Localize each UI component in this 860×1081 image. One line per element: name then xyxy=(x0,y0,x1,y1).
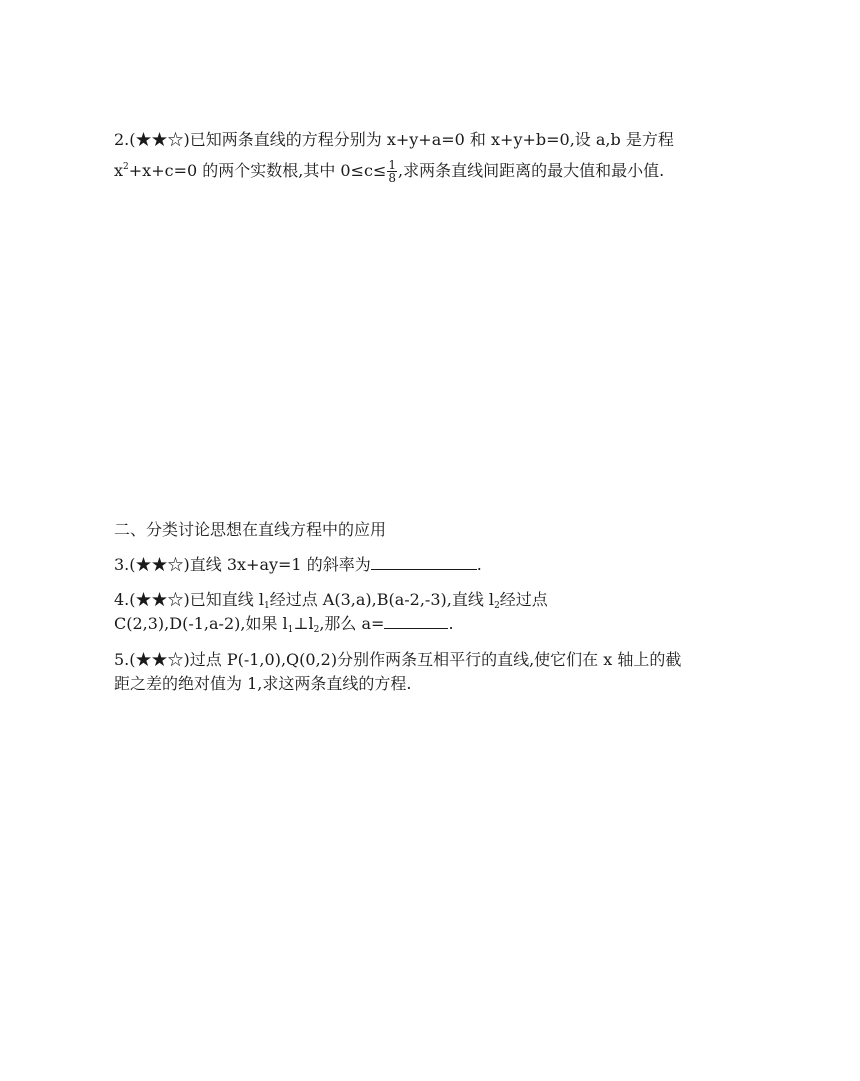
question-2-line-2 xyxy=(114,157,664,184)
subscript: 2 xyxy=(313,625,320,635)
question-3-period: . xyxy=(476,555,482,574)
question-5-line-2 xyxy=(114,674,411,694)
question-2-var-x: x xyxy=(114,161,124,180)
fraction-denominator: 8 xyxy=(388,171,397,185)
question-2-exponent: 2 xyxy=(123,162,129,172)
subscript: 1 xyxy=(287,625,294,635)
subscript: 2 xyxy=(494,601,500,611)
question-2-text-1: 2.(★★☆)已知两条直线的方程分别为 x+y+a=0 和 x+y+b=0,设 a,b 是方程 xyxy=(114,130,674,149)
question-5-line-1 xyxy=(114,650,681,670)
section-heading xyxy=(114,520,386,540)
question-5-text-2: 距之差的绝对值为 1,求这两条直线的方程. xyxy=(114,674,412,693)
question-3-answer-blank[interactable] xyxy=(371,555,477,570)
question-4-line-1 xyxy=(114,590,548,616)
question-4-text-2: 经过点 A(3,a),B(a-2,-3),直线 l xyxy=(269,590,495,609)
question-4-text-1: 4.(★★☆)已知直线 l xyxy=(114,590,264,609)
section-heading-text: 二、分类讨论思想在直线方程中的应用 xyxy=(114,520,387,539)
subscript: 1 xyxy=(263,601,270,611)
question-4-text-3: 经过点 xyxy=(499,590,548,609)
question-2-text-3: ,求两条直线间距离的最大值和最小值. xyxy=(398,161,665,180)
question-4-line-2 xyxy=(114,614,454,640)
question-5-text-1: 5.(★★☆)过点 P(-1,0),Q(0,2)分别作两条互相平行的直线,使它们在 x 轴上的截 xyxy=(114,650,682,669)
question-4-text-5: ⊥l xyxy=(293,614,314,633)
question-4-text-6: ,那么 a= xyxy=(319,614,385,633)
question-4-period: . xyxy=(448,614,454,633)
question-2-text-2: +x+c=0 的两个实数根,其中 0≤c≤ xyxy=(128,161,387,180)
question-3-text: 3.(★★☆)直线 3x+ay=1 的斜率为 xyxy=(114,555,371,574)
question-4-text-4: C(2,3),D(-1,a-2),如果 l xyxy=(114,614,288,633)
question-3 xyxy=(114,555,482,575)
question-4-answer-blank[interactable] xyxy=(384,614,448,629)
question-2-line-1 xyxy=(114,130,674,150)
question-2-fraction xyxy=(387,159,397,184)
fraction-numerator: 1 xyxy=(388,158,397,172)
